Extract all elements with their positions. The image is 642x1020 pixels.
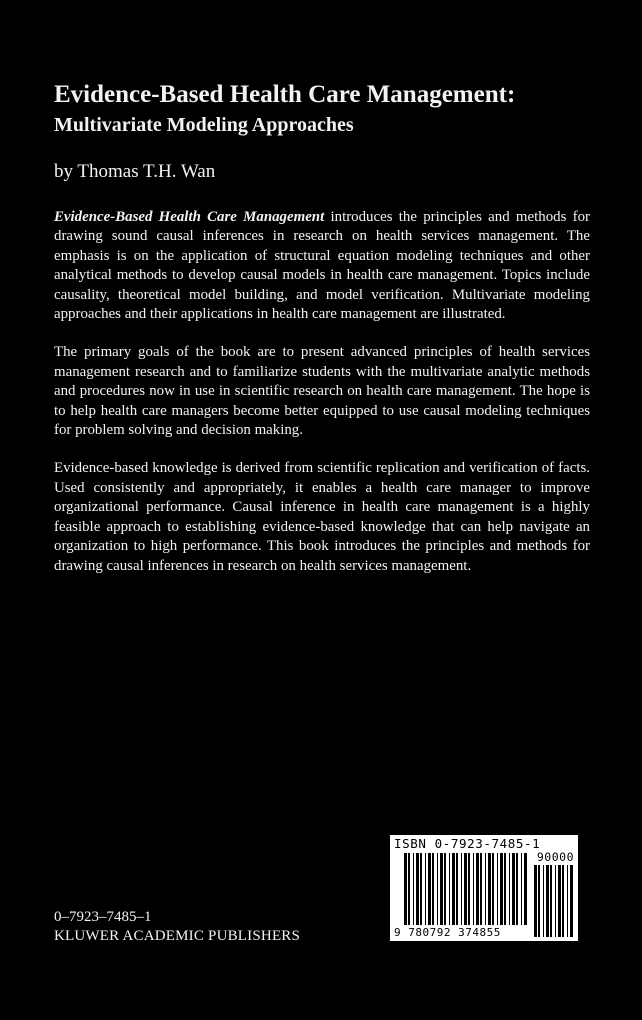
- barcode-bar: [468, 853, 470, 925]
- blurb-paragraph-3: Evidence-based knowledge is derived from scientific replication and verification of facts. Used consistently and appropriately, it enables a health care manager to improve organizational performance. Causal inference in health care management is a highly feasible approach to establishing evidence-based knowledge that can help navigate an organization to high performance. This book introduces the principles and methods for drawing causal inferences in research on health services management.: [54, 460, 590, 574]
- barcode-bar: [488, 853, 491, 925]
- blurb: [54, 208, 590, 595]
- barcode-bar: [456, 853, 458, 925]
- barcode-bar: [452, 853, 455, 925]
- barcode-bar: [555, 865, 556, 937]
- barcode-bar: [534, 865, 537, 937]
- barcode-bar: [546, 865, 549, 937]
- book-title: Evidence-Based Health Care Management:: [54, 81, 516, 108]
- barcode-isbn-label: ISBN 0-7923-7485-1: [394, 836, 541, 851]
- barcode: [390, 835, 578, 941]
- barcode-bar: [480, 853, 482, 925]
- blurb-lead-title: Evidence-Based Health Care Management: [54, 209, 325, 225]
- barcode-bar: [437, 853, 438, 925]
- barcode-bar: [524, 853, 527, 925]
- barcode-bar: [444, 853, 446, 925]
- barcode-bar: [440, 853, 443, 925]
- barcode-bar: [497, 853, 498, 925]
- barcode-bar: [428, 853, 431, 925]
- blurb-paragraph-1-text: introduces the principles and methods for drawing sound causal inferences in research on health services management. The emphasis is on the application of structural equation modeling techniques and other analytical methods to develop causal models in health care management. Topics include causality, theoretical model building, and model verification. Multivariate modeling approaches and their applications in health care management are illustrated.: [54, 209, 590, 323]
- barcode-bar: [521, 853, 522, 925]
- barcode-bar: [432, 853, 434, 925]
- barcode-bar: [416, 853, 419, 925]
- barcode-bar: [420, 853, 422, 925]
- barcode-bar: [543, 865, 544, 937]
- barcode-bar: [538, 865, 540, 937]
- isbn-number: 0–7923–7485–1: [54, 909, 152, 925]
- barcode-bar: [404, 853, 407, 925]
- barcode-price-code: 90000: [536, 850, 574, 864]
- book-subtitle: Multivariate Modeling Approaches: [54, 114, 354, 136]
- barcode-bar: [492, 853, 494, 925]
- blurb-paragraph-1: [54, 208, 590, 324]
- barcode-bar: [500, 853, 503, 925]
- barcode-bar: [473, 853, 474, 925]
- barcode-bar: [567, 865, 568, 937]
- barcode-bar: [550, 865, 552, 937]
- publisher-name: KLUWER ACADEMIC PUBLISHERS: [54, 928, 301, 944]
- barcode-bar: [570, 865, 573, 937]
- barcode-bar: [464, 853, 467, 925]
- barcode-bar: [476, 853, 479, 925]
- blurb-paragraph-2: The primary goals of the book are to present advanced principles of health services management research and to familiarize students with the multivariate analytic methods and procedures now in use in scientific research on health care management. The hope is to help health care managers become better equipped to use causal modeling techniques for problem solving and decision making.: [54, 344, 590, 439]
- barcode-bar: [449, 853, 450, 925]
- barcode-bar: [558, 865, 561, 937]
- barcode-bar: [562, 865, 564, 937]
- barcode-bar: [485, 853, 486, 925]
- barcode-bar: [413, 853, 414, 925]
- author-line: by Thomas T.H. Wan: [54, 161, 216, 182]
- barcode-bar: [509, 853, 510, 925]
- barcode-bar: [425, 853, 426, 925]
- barcode-bar: [408, 853, 410, 925]
- barcode-bar: [512, 853, 515, 925]
- barcode-bar: [516, 853, 518, 925]
- barcode-ean-digits: 9 780792 374855: [394, 926, 501, 939]
- barcode-bar: [461, 853, 462, 925]
- barcode-bar: [504, 853, 506, 925]
